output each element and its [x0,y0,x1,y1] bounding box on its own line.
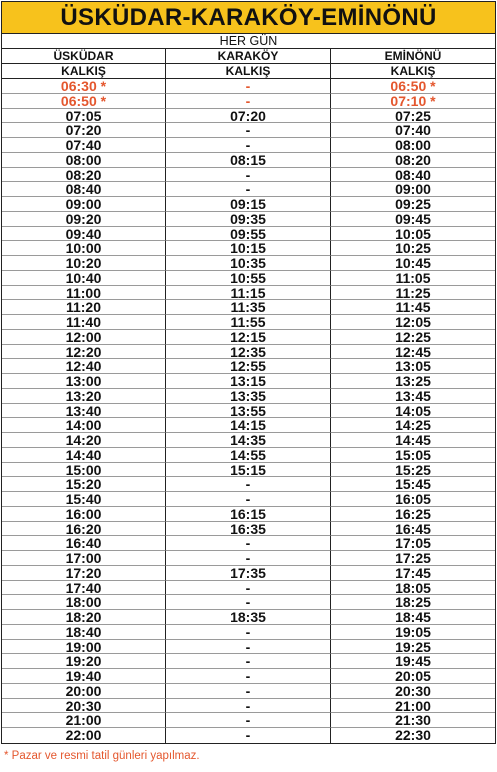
karakoy-time: - [166,699,331,714]
uskudar-time: 13:40 [2,404,166,419]
eminonu-time: 16:05 [331,492,495,507]
karakoy-time: 08:15 [166,153,331,168]
eminonu-time: 12:25 [331,330,495,345]
karakoy-time: - [166,138,331,153]
karakoy-time: - [166,551,331,566]
uskudar-time: 10:40 [2,271,166,286]
uskudar-time: 20:30 [2,699,166,714]
uskudar-time: 16:40 [2,536,166,551]
uskudar-time: 17:40 [2,581,166,596]
table-row [2,684,495,699]
table-row [2,300,495,315]
karakoy-time: - [166,123,331,138]
table-row [2,581,495,596]
eminonu-time: 12:45 [331,345,495,360]
page-title: ÜSKÜDAR-KARAKÖY-EMİNÖNÜ [2,2,495,34]
karakoy-time: 12:35 [166,345,331,360]
karakoy-time: 07:20 [166,109,331,124]
table-row [2,433,495,448]
departure-label: KALKIŞ [166,64,331,78]
uskudar-time: 11:20 [2,300,166,315]
uskudar-time: 10:00 [2,241,166,256]
uskudar-time: 07:40 [2,138,166,153]
table-row [2,536,495,551]
uskudar-time: 08:20 [2,168,166,183]
column-header-karakoy: KARAKÖY [166,49,331,63]
eminonu-time: 13:45 [331,389,495,404]
eminonu-time: 17:05 [331,536,495,551]
uskudar-time: 12:40 [2,359,166,374]
uskudar-time: 17:00 [2,551,166,566]
uskudar-time: 15:20 [2,477,166,492]
table-row [2,241,495,256]
departure-rows [2,79,495,743]
uskudar-time: 15:00 [2,463,166,478]
karakoy-time: - [166,79,331,94]
uskudar-time: 16:20 [2,522,166,537]
eminonu-time: 08:40 [331,168,495,183]
karakoy-time: 10:35 [166,256,331,271]
karakoy-time: - [166,684,331,699]
table-row [2,448,495,463]
table-row [2,330,495,345]
eminonu-time: 18:05 [331,581,495,596]
uskudar-time: 22:00 [2,728,166,743]
eminonu-time: 15:45 [331,477,495,492]
table-row [2,315,495,330]
eminonu-time: 09:45 [331,212,495,227]
uskudar-time: 12:20 [2,345,166,360]
uskudar-time: 07:20 [2,123,166,138]
karakoy-time: 18:35 [166,610,331,625]
karakoy-time: 11:35 [166,300,331,315]
table-row [2,699,495,714]
karakoy-time: 09:55 [166,227,331,242]
eminonu-time: 10:05 [331,227,495,242]
table-row [2,286,495,301]
eminonu-time: 14:25 [331,418,495,433]
karakoy-time: 11:15 [166,286,331,301]
uskudar-time: 21:00 [2,713,166,728]
table-row [2,389,495,404]
table-row [2,595,495,610]
uskudar-time: 09:20 [2,212,166,227]
eminonu-time: 19:05 [331,625,495,640]
uskudar-time: 12:00 [2,330,166,345]
uskudar-time: 18:00 [2,595,166,610]
karakoy-time: 09:35 [166,212,331,227]
table-row [2,669,495,684]
uskudar-time: 10:20 [2,256,166,271]
karakoy-time: - [166,669,331,684]
karakoy-time: 17:35 [166,566,331,581]
table-row [2,566,495,581]
karakoy-time: - [166,640,331,655]
karakoy-time: - [166,182,331,197]
table-row [2,640,495,655]
eminonu-time: 13:25 [331,374,495,389]
table-row [2,94,495,109]
table-row [2,418,495,433]
eminonu-time: 06:50 * [331,79,495,94]
table-row [2,123,495,138]
eminonu-time: 18:45 [331,610,495,625]
eminonu-time: 10:45 [331,256,495,271]
uskudar-time: 19:20 [2,654,166,669]
table-row [2,713,495,728]
uskudar-time: 20:00 [2,684,166,699]
eminonu-time: 11:25 [331,286,495,301]
karakoy-time: 16:35 [166,522,331,537]
table-row [2,168,495,183]
karakoy-time: - [166,581,331,596]
column-header-row [2,49,495,64]
table-row [2,404,495,419]
column-header-eminonu: EMİNÖNÜ [384,49,442,63]
uskudar-time: 19:40 [2,669,166,684]
uskudar-time: 16:00 [2,507,166,522]
karakoy-time: 12:55 [166,359,331,374]
eminonu-time: 08:00 [331,138,495,153]
uskudar-time: 06:30 * [2,79,166,94]
eminonu-time: 08:20 [331,153,495,168]
karakoy-time: 15:15 [166,463,331,478]
table-row [2,271,495,286]
eminonu-time: 09:25 [331,197,495,212]
uskudar-time: 19:00 [2,640,166,655]
uskudar-time: 09:00 [2,197,166,212]
timetable [1,1,496,744]
eminonu-time: 14:45 [331,433,495,448]
karakoy-time: - [166,168,331,183]
table-row [2,227,495,242]
uskudar-time: 17:20 [2,566,166,581]
karakoy-time: - [166,654,331,669]
karakoy-time: - [166,477,331,492]
karakoy-time: 14:55 [166,448,331,463]
table-row [2,374,495,389]
table-row [2,182,495,197]
uskudar-time: 14:20 [2,433,166,448]
departure-label: KALKIŞ [390,64,436,78]
karakoy-time: - [166,625,331,640]
eminonu-time: 11:45 [331,300,495,315]
uskudar-time: 11:40 [2,315,166,330]
eminonu-time: 15:05 [331,448,495,463]
eminonu-time: 07:40 [331,123,495,138]
eminonu-time: 19:25 [331,640,495,655]
uskudar-time: 18:20 [2,610,166,625]
eminonu-time: 22:30 [395,727,431,743]
table-row [2,492,495,507]
table-row [2,345,495,360]
eminonu-time: 21:30 [331,713,495,728]
eminonu-time: 07:25 [331,109,495,124]
table-row [2,522,495,537]
karakoy-time: 13:55 [166,404,331,419]
karakoy-time: 13:35 [166,389,331,404]
uskudar-time: 11:00 [2,286,166,301]
uskudar-time: 13:00 [2,374,166,389]
karakoy-time: 12:15 [166,330,331,345]
karakoy-time: 10:15 [166,241,331,256]
uskudar-time: 18:40 [2,625,166,640]
table-row [2,138,495,153]
table-row [2,551,495,566]
karakoy-time: - [166,94,331,109]
table-row [2,477,495,492]
uskudar-time: 09:40 [2,227,166,242]
eminonu-time: 20:05 [331,669,495,684]
uskudar-time: 08:00 [2,153,166,168]
table-row [2,625,495,640]
eminonu-time: 14:05 [331,404,495,419]
table-row [2,463,495,478]
karakoy-time: 11:55 [166,315,331,330]
uskudar-time: 13:20 [2,389,166,404]
departure-label: KALKIŞ [2,64,166,78]
eminonu-time: 18:25 [331,595,495,610]
eminonu-time: 13:05 [331,359,495,374]
karakoy-time: 10:55 [166,271,331,286]
schedule-subtitle: HER GÜN [2,34,495,49]
karakoy-time: 16:15 [166,507,331,522]
karakoy-time: - [166,536,331,551]
uskudar-time: 14:40 [2,448,166,463]
table-row [2,79,495,94]
karakoy-time: - [166,595,331,610]
eminonu-time: 17:25 [331,551,495,566]
eminonu-time: 21:00 [331,699,495,714]
uskudar-time: 07:05 [2,109,166,124]
column-header-uskudar: ÜSKÜDAR [2,49,166,63]
uskudar-time: 08:40 [2,182,166,197]
table-row [2,507,495,522]
eminonu-time: 10:25 [331,241,495,256]
karakoy-time: 09:15 [166,197,331,212]
table-row [2,610,495,625]
eminonu-time: 16:25 [331,507,495,522]
karakoy-time: - [166,713,331,728]
eminonu-time: 16:45 [331,522,495,537]
uskudar-time: 14:00 [2,418,166,433]
eminonu-time: 11:05 [331,271,495,286]
table-row [2,728,495,743]
table-row [2,197,495,212]
karakoy-time: 14:35 [166,433,331,448]
uskudar-time: 06:50 * [2,94,166,109]
uskudar-time: 15:40 [2,492,166,507]
table-row [2,153,495,168]
table-row [2,212,495,227]
eminonu-time: 09:00 [331,182,495,197]
table-row [2,654,495,669]
table-row [2,359,495,374]
eminonu-time: 20:30 [331,684,495,699]
eminonu-time: 17:45 [331,566,495,581]
karakoy-time: 13:15 [166,374,331,389]
karakoy-time: 14:15 [166,418,331,433]
eminonu-time: 12:05 [331,315,495,330]
table-row [2,109,495,124]
departure-label-row [2,64,495,79]
karakoy-time: - [166,492,331,507]
footnote: * Pazar ve resmi tatil günleri yapılmaz. [4,750,200,762]
eminonu-time: 07:10 * [331,94,495,109]
eminonu-time: 19:45 [331,654,495,669]
table-row [2,256,495,271]
eminonu-time: 15:25 [331,463,495,478]
karakoy-time: - [166,728,331,743]
